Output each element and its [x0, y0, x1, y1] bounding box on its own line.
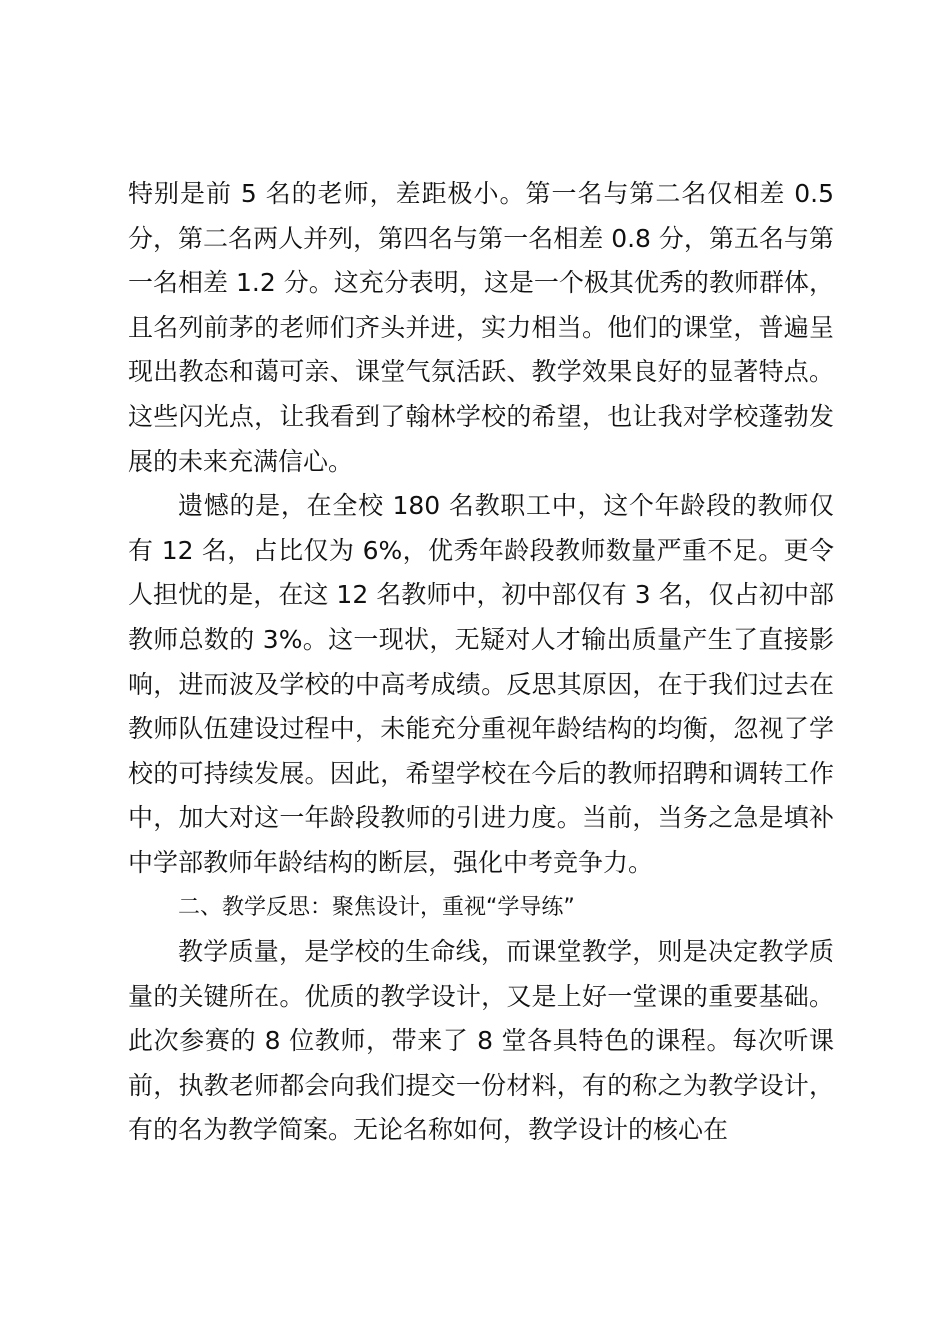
document-body: [128, 172, 834, 1153]
paragraph-age-structure: 遗憾的是，在全校 180 名教职工中，这个年龄段的教师仅有 12 名，占比仅为 6%，优秀年龄段教师数量严重不足。更令人担忧的是，在这 12 名教师中，初中部仅有 3 名，仅占初中部教师总数的 3%。这一现状，无疑对人才输出质量产生了直接影响，进而波及学校的中高考成绩。反思其原因，在于我们过去在教师队伍建设过程中，未能充分重视年龄结构的均衡，忽视了学校的可持续发展。因此，希望学校在今后的教师招聘和调转工作中，加大对这一年龄段教师的引进力度。当前，当务之急是填补中学部教师年龄结构的断层，强化中考竞争力。: [128, 491, 834, 877]
paragraph-teaching-quality: 教学质量，是学校的生命线，而课堂教学，则是决定教学质量的关键所在。优质的教学设计，又是上好一堂课的重要基础。此次参赛的 8 位教师，带来了 8 堂各具特色的课程。每次听课前，执教老师都会向我们提交一份材料，有的称之为教学设计，有的名为教学简案。无论名称如何，教学设计的核心在: [128, 937, 834, 1145]
paragraph-continued: 特别是前 5 名的老师，差距极小。第一名与第二名仅相差 0.5 分，第二名两人并列，第四名与第一名相差 0.8 分，第五名与第一名相差 1.2 分。这充分表明，这是一个极其优秀的教师群体，且名列前茅的老师们齐头并进，实力相当。他们的课堂，普遍呈现出教态和蔼可亲、课堂气氛活跃、教学效果良好的显著特点。这些闪光点，让我看到了翰林学校的希望，也让我对学校蓬勃发展的未来充满信心。: [128, 179, 834, 476]
section-heading: 二、教学反思：聚焦设计，重视“学导练”: [178, 894, 575, 920]
